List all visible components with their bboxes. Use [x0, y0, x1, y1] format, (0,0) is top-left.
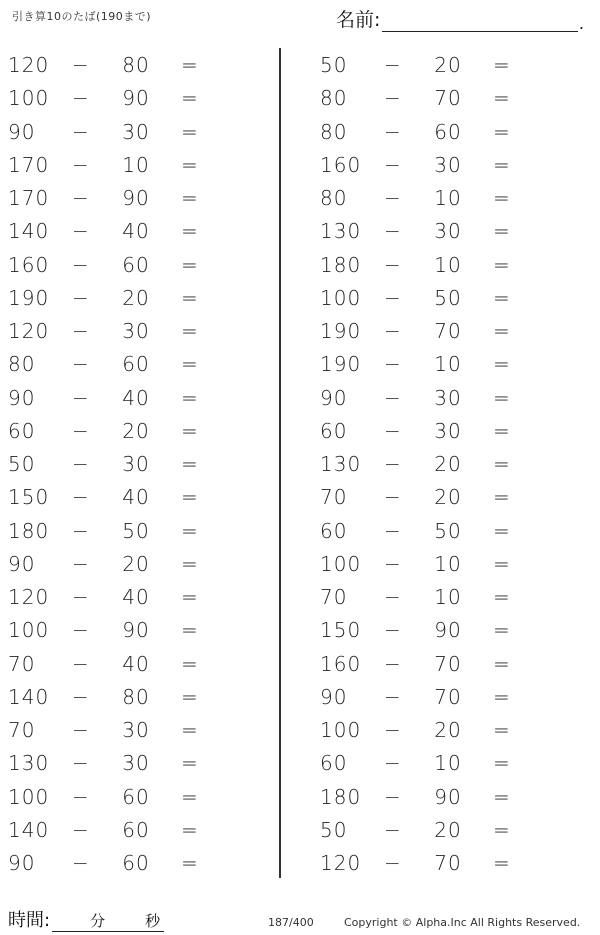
equals-sign: =: [181, 152, 199, 177]
subtrahend: 80: [122, 684, 150, 709]
minus-sign: −: [72, 751, 90, 776]
minuend: 70: [8, 718, 36, 742]
equals-sign: =: [181, 651, 199, 676]
equals-sign: =: [181, 751, 199, 776]
problem-row: [312, 182, 582, 215]
problem-row: [0, 282, 270, 315]
time-underline[interactable]: [52, 909, 164, 932]
subtrahend: 30: [122, 452, 150, 476]
equals-sign: =: [181, 618, 199, 643]
minuend: 140: [8, 817, 50, 842]
minus-sign: −: [72, 551, 90, 576]
minus-sign: −: [72, 452, 90, 476]
equals-sign: =: [493, 784, 511, 809]
subtrahend: 60: [434, 119, 462, 144]
minuend: 80: [320, 86, 348, 111]
minuend: 170: [8, 152, 50, 177]
equals-sign: =: [493, 651, 511, 676]
copyright-notice: Copyright © Alpha.Inc All Rights Reserved.: [344, 916, 581, 929]
minuend: 60: [8, 418, 36, 443]
right-problem-column: [312, 49, 582, 880]
subtrahend: 90: [122, 86, 150, 111]
minuend: 90: [8, 551, 36, 576]
subtrahend: 30: [434, 418, 462, 443]
subtrahend: 20: [122, 285, 150, 310]
problem-row: [0, 448, 270, 481]
minuend: 60: [320, 418, 348, 443]
subtrahend: 40: [122, 485, 150, 510]
time-field: [8, 906, 164, 932]
minus-sign: −: [72, 186, 90, 210]
problem-row: [0, 82, 270, 115]
equals-sign: =: [181, 718, 199, 742]
subtrahend: 10: [434, 585, 462, 609]
problem-row: [312, 847, 582, 880]
subtrahend: 20: [122, 551, 150, 576]
minus-sign: −: [384, 651, 402, 676]
equals-sign: =: [181, 585, 199, 609]
minus-sign: −: [72, 518, 90, 543]
subtrahend: 10: [434, 186, 462, 210]
problem-row: [312, 614, 582, 647]
problem-row: [0, 847, 270, 880]
problem-row: [312, 315, 582, 348]
subtrahend: 60: [122, 817, 150, 842]
problem-row: [312, 581, 582, 614]
minus-sign: −: [72, 418, 90, 443]
minus-sign: −: [384, 751, 402, 776]
minuend: 140: [8, 219, 50, 244]
equals-sign: =: [181, 219, 199, 244]
problem-row: [0, 49, 270, 82]
subtrahend: 40: [122, 585, 150, 609]
problem-row: [312, 116, 582, 149]
subtrahend: 20: [434, 817, 462, 842]
equals-sign: =: [181, 485, 199, 510]
subtrahend: 50: [122, 518, 150, 543]
problem-row: [0, 714, 270, 747]
subtrahend: 20: [434, 452, 462, 476]
minuend: 130: [320, 452, 362, 476]
problem-row: [0, 382, 270, 415]
subtrahend: 30: [434, 152, 462, 177]
minuend: 180: [320, 784, 362, 809]
equals-sign: =: [493, 751, 511, 776]
equals-sign: =: [181, 319, 199, 343]
minuend: 90: [8, 851, 36, 875]
problem-row: [0, 548, 270, 581]
minuend: 50: [320, 53, 348, 77]
problem-row: [312, 448, 582, 481]
minus-sign: −: [384, 418, 402, 443]
minuend: 140: [8, 684, 50, 709]
subtrahend: 90: [122, 618, 150, 643]
equals-sign: =: [493, 219, 511, 244]
problem-row: [0, 481, 270, 514]
equals-sign: =: [181, 518, 199, 543]
subtrahend: 70: [434, 86, 462, 111]
page-number: 187/400: [268, 916, 314, 929]
minus-sign: −: [384, 585, 402, 609]
minuend: 100: [320, 551, 362, 576]
problem-row: [0, 182, 270, 215]
minus-sign: −: [384, 551, 402, 576]
problem-row: [312, 648, 582, 681]
subtrahend: 10: [434, 352, 462, 377]
minus-sign: −: [384, 252, 402, 277]
worksheet-title: 引き算10のたば(190まで): [12, 10, 152, 23]
equals-sign: =: [181, 418, 199, 443]
problem-row: [312, 681, 582, 714]
minuend: 180: [8, 518, 50, 543]
problem-row: [312, 747, 582, 780]
minus-sign: −: [72, 385, 90, 410]
equals-sign: =: [181, 784, 199, 809]
subtrahend: 30: [122, 119, 150, 144]
time-label: 時間:: [8, 910, 51, 931]
problem-row: [312, 382, 582, 415]
equals-sign: =: [181, 385, 199, 410]
minus-sign: −: [72, 319, 90, 343]
minus-sign: −: [72, 352, 90, 377]
equals-sign: =: [493, 152, 511, 177]
problem-row: [0, 614, 270, 647]
problem-row: [0, 747, 270, 780]
equals-sign: =: [493, 452, 511, 476]
minus-sign: −: [384, 319, 402, 343]
problem-row: [312, 282, 582, 315]
minuend: 90: [8, 385, 36, 410]
subtrahend: 70: [434, 851, 462, 875]
equals-sign: =: [181, 352, 199, 377]
equals-sign: =: [493, 551, 511, 576]
subtrahend: 70: [434, 319, 462, 343]
subtrahend: 60: [122, 252, 150, 277]
problem-row: [0, 315, 270, 348]
subtrahend: 10: [122, 152, 150, 177]
minus-sign: −: [384, 53, 402, 77]
problem-row: [312, 548, 582, 581]
minuend: 60: [320, 751, 348, 776]
subtrahend: 20: [122, 418, 150, 443]
left-problem-column: [0, 49, 270, 880]
subtrahend: 70: [434, 651, 462, 676]
minuend: 150: [8, 485, 50, 510]
minus-sign: −: [72, 219, 90, 244]
subtrahend: 40: [122, 385, 150, 410]
equals-sign: =: [181, 252, 199, 277]
name-field[interactable]: [336, 6, 584, 32]
equals-sign: =: [181, 817, 199, 842]
minus-sign: −: [72, 817, 90, 842]
problem-row: [312, 814, 582, 847]
minuend: 90: [320, 385, 348, 410]
problem-row: [312, 215, 582, 248]
minus-sign: −: [384, 684, 402, 709]
minus-sign: −: [72, 285, 90, 310]
minus-sign: −: [72, 618, 90, 643]
minuend: 80: [320, 119, 348, 144]
equals-sign: =: [493, 352, 511, 377]
subtrahend: 30: [122, 319, 150, 343]
minuend: 160: [8, 252, 50, 277]
subtrahend: 20: [434, 53, 462, 77]
name-label: 名前:: [336, 9, 381, 31]
subtrahend: 60: [122, 784, 150, 809]
equals-sign: =: [493, 418, 511, 443]
problem-row: [312, 481, 582, 514]
minus-sign: −: [72, 485, 90, 510]
equals-sign: =: [493, 851, 511, 875]
subtrahend: 50: [434, 285, 462, 310]
minuend: 80: [8, 352, 36, 377]
minus-sign: −: [384, 285, 402, 310]
problem-row: [0, 149, 270, 182]
equals-sign: =: [181, 452, 199, 476]
minus-sign: −: [384, 618, 402, 643]
subtrahend: 60: [122, 851, 150, 875]
minus-sign: −: [384, 186, 402, 210]
minus-sign: −: [72, 718, 90, 742]
subtrahend: 50: [434, 518, 462, 543]
minuend: 70: [8, 651, 36, 676]
equals-sign: =: [181, 53, 199, 77]
minus-sign: −: [72, 851, 90, 875]
minus-sign: −: [72, 252, 90, 277]
equals-sign: =: [181, 86, 199, 111]
subtrahend: 90: [434, 784, 462, 809]
minus-sign: −: [384, 851, 402, 875]
seconds-label: 秒: [145, 912, 161, 930]
subtrahend: 40: [122, 219, 150, 244]
equals-sign: =: [493, 684, 511, 709]
equals-sign: =: [493, 86, 511, 111]
problem-row: [312, 149, 582, 182]
minus-sign: −: [384, 86, 402, 111]
subtrahend: 60: [122, 352, 150, 377]
equals-sign: =: [493, 186, 511, 210]
problem-row: [312, 415, 582, 448]
problem-row: [312, 515, 582, 548]
subtrahend: 30: [122, 751, 150, 776]
problem-row: [312, 249, 582, 282]
minus-sign: −: [72, 784, 90, 809]
problem-row: [0, 116, 270, 149]
minus-sign: −: [384, 718, 402, 742]
subtrahend: 30: [434, 385, 462, 410]
minuend: 100: [320, 718, 362, 742]
equals-sign: =: [493, 718, 511, 742]
equals-sign: =: [181, 551, 199, 576]
problem-row: [0, 648, 270, 681]
problem-row: [0, 781, 270, 814]
equals-sign: =: [493, 252, 511, 277]
minuend: 190: [320, 319, 362, 343]
subtrahend: 30: [434, 219, 462, 244]
equals-sign: =: [493, 385, 511, 410]
minuend: 50: [8, 452, 36, 476]
equals-sign: =: [181, 186, 199, 210]
subtrahend: 20: [434, 485, 462, 510]
minus-sign: −: [72, 684, 90, 709]
equals-sign: =: [493, 485, 511, 510]
minuend: 60: [320, 518, 348, 543]
minuend: 120: [320, 851, 362, 875]
minuend: 120: [8, 319, 50, 343]
minus-sign: −: [384, 219, 402, 244]
minuend: 120: [8, 53, 50, 77]
minuend: 70: [320, 485, 348, 510]
problem-row: [0, 515, 270, 548]
minus-sign: −: [384, 518, 402, 543]
subtrahend: 90: [434, 618, 462, 643]
minus-sign: −: [384, 385, 402, 410]
problem-row: [0, 415, 270, 448]
minuend: 90: [320, 684, 348, 709]
minus-sign: −: [72, 651, 90, 676]
problem-row: [312, 781, 582, 814]
problem-row: [312, 82, 582, 115]
minuend: 190: [8, 285, 50, 310]
minus-sign: −: [72, 86, 90, 111]
equals-sign: =: [181, 851, 199, 875]
equals-sign: =: [181, 684, 199, 709]
problem-row: [0, 581, 270, 614]
minus-sign: −: [384, 784, 402, 809]
subtrahend: 30: [122, 718, 150, 742]
minuend: 80: [320, 186, 348, 210]
minus-sign: −: [72, 585, 90, 609]
problem-row: [312, 49, 582, 82]
minuend: 50: [320, 817, 348, 842]
minuend: 130: [8, 751, 50, 776]
equals-sign: =: [493, 285, 511, 310]
equals-sign: =: [493, 618, 511, 643]
minuend: 170: [8, 186, 50, 210]
minuend: 190: [320, 352, 362, 377]
minuend: 100: [320, 285, 362, 310]
equals-sign: =: [493, 119, 511, 144]
subtrahend: 70: [434, 684, 462, 709]
equals-sign: =: [493, 319, 511, 343]
minuend: 120: [8, 585, 50, 609]
problem-row: [312, 348, 582, 381]
minuend: 150: [320, 618, 362, 643]
problem-row: [312, 714, 582, 747]
name-underline[interactable]: [382, 11, 578, 32]
minus-sign: −: [384, 152, 402, 177]
column-divider: [279, 48, 281, 878]
minus-sign: −: [72, 119, 90, 144]
equals-sign: =: [493, 585, 511, 609]
minus-sign: −: [384, 485, 402, 510]
subtrahend: 90: [122, 186, 150, 210]
minus-sign: −: [384, 452, 402, 476]
equals-sign: =: [493, 53, 511, 77]
minuend: 160: [320, 152, 362, 177]
subtrahend: 20: [434, 718, 462, 742]
problem-row: [0, 215, 270, 248]
subtrahend: 10: [434, 551, 462, 576]
minuend: 180: [320, 252, 362, 277]
minus-sign: −: [72, 53, 90, 77]
minuend: 100: [8, 86, 50, 111]
problem-row: [0, 814, 270, 847]
minutes-label: 分: [90, 912, 106, 930]
problem-row: [0, 681, 270, 714]
minus-sign: −: [72, 152, 90, 177]
minuend: 70: [320, 585, 348, 609]
subtrahend: 10: [434, 252, 462, 277]
name-end-dot: .: [578, 14, 584, 33]
minus-sign: −: [384, 119, 402, 144]
subtrahend: 80: [122, 53, 150, 77]
minuend: 160: [320, 651, 362, 676]
minuend: 130: [320, 219, 362, 244]
minuend: 100: [8, 784, 50, 809]
minuend: 90: [8, 119, 36, 144]
equals-sign: =: [181, 285, 199, 310]
equals-sign: =: [181, 119, 199, 144]
problem-row: [0, 348, 270, 381]
equals-sign: =: [493, 518, 511, 543]
subtrahend: 40: [122, 651, 150, 676]
minuend: 100: [8, 618, 50, 643]
equals-sign: =: [493, 817, 511, 842]
minus-sign: −: [384, 817, 402, 842]
minus-sign: −: [384, 352, 402, 377]
subtrahend: 10: [434, 751, 462, 776]
problem-row: [0, 249, 270, 282]
